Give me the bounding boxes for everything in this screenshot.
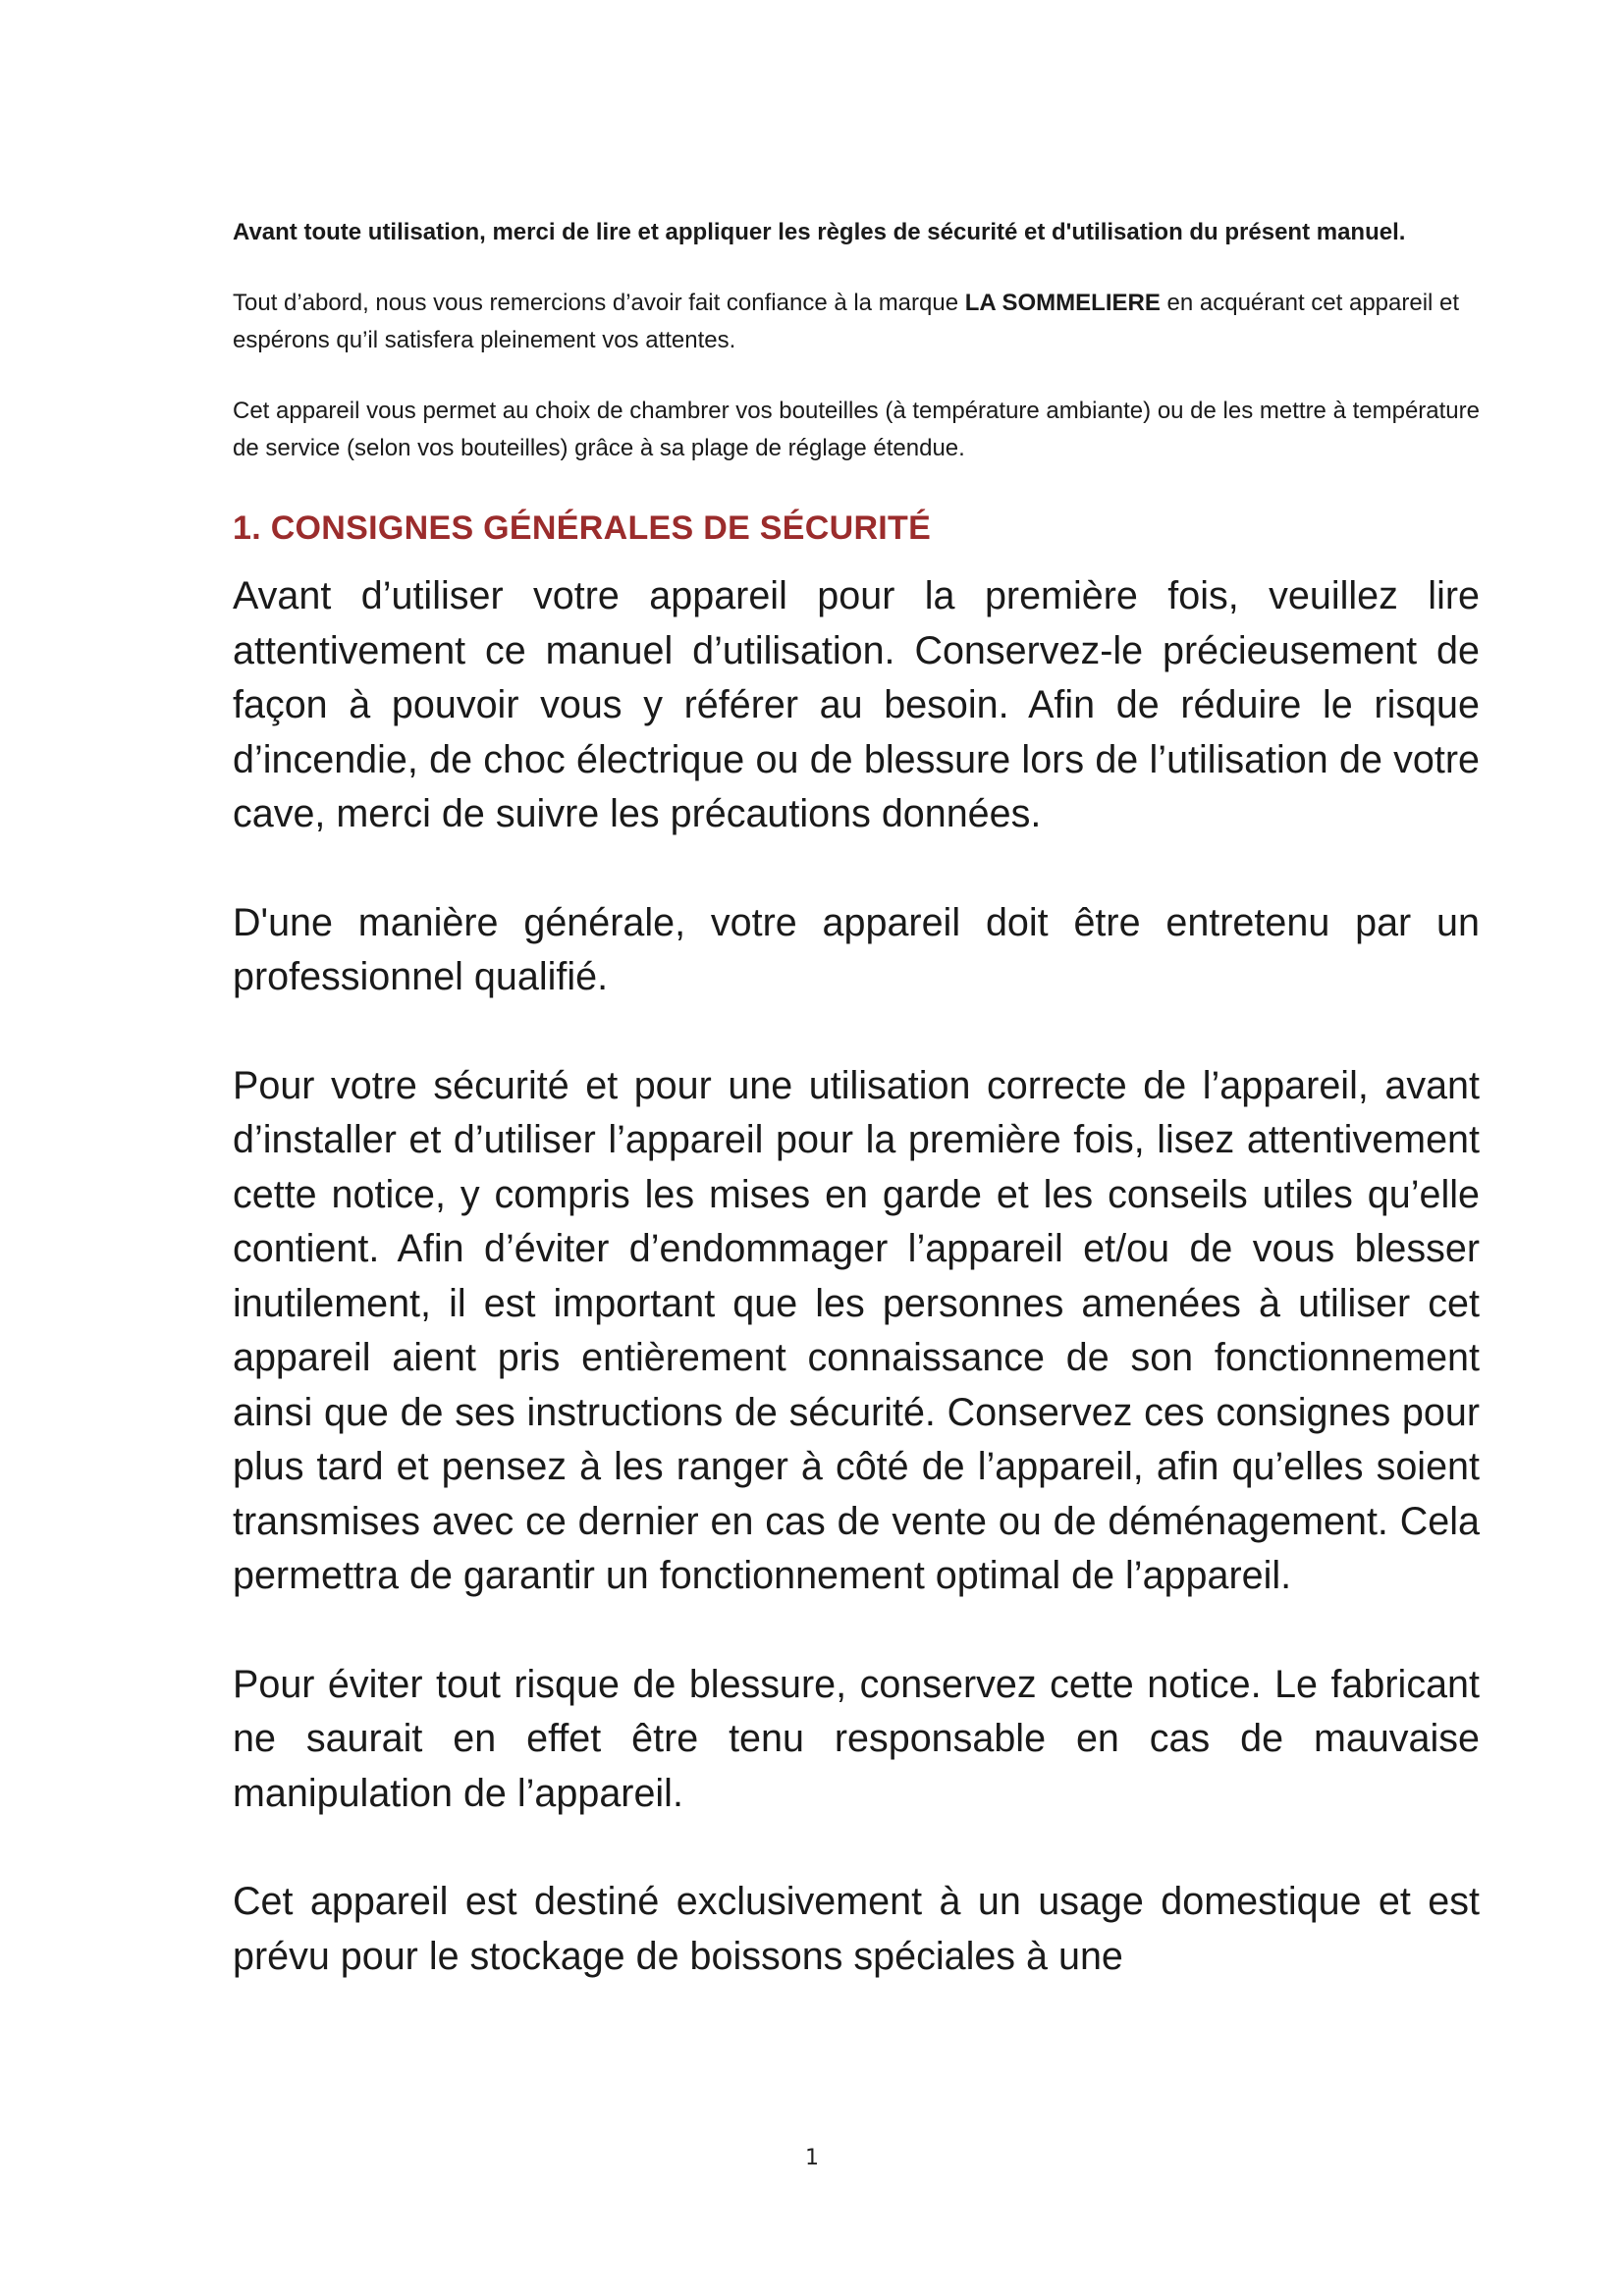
- paragraph-safety: Pour votre sécurité et pour une utilisation correcte de l’appareil, avant d’installer et d’utiliser l’appareil pour la première fois, lisez attentivement cette notice, y compris les mises en garde et les conseils utiles qu’elle contient. Afin d’éviter d’endommager l’appareil et/ou de vous blesser inutilement, il est important que les personnes amenées à utiliser cet appareil aient pris entièrement connaissance de son fonctionnement ainsi que de ses instructions de sécurité. Conservez ces consignes pour plus tard et pensez à les ranger à côté de l’appareil, afin qu’elles soient transmises avec ce dernier en cas de vente ou de déménagement. Cela permettra de garantir un fonctionnement optimal de l’appareil.: [233, 1063, 1480, 1597]
- intro-usage: Cet appareil vous permet au choix de chambrer vos bouteilles (à température ambiante) ou de les mettre à température de service (selon vos bouteilles) grâce à sa plage de réglage étendue.: [233, 398, 1480, 461]
- intro-thanks-after: en acquérant cet appareil et espérons qu’il satisfera pleinement vos attentes.: [233, 290, 1460, 353]
- brand-name: LA SOMMELIERE: [964, 290, 1161, 316]
- paragraph-injury: Pour éviter tout risque de blessure, conservez cette notice. Le fabricant ne saurait en effet être tenu responsable en cas de mauvaise manipulation de l’appareil.: [233, 1662, 1480, 1815]
- section-title: 1. CONSIGNES GÉNÉRALES DE SÉCURITÉ: [233, 509, 932, 547]
- intro-thanks-before: Tout d’abord, nous vous remercions d’avoir fait confiance à la marque: [233, 290, 965, 316]
- paragraph-first-use: Avant d’utiliser votre appareil pour la première fois, veuillez lire attentivement ce manuel d’utilisation. Conservez-le précieusement de façon à pouvoir vous y référer au besoin. Afin de réduire le risque d’incendie, de choc électrique ou de blessure lors de l’utilisation de votre cave, merci de suivre les précautions données.: [233, 574, 1480, 835]
- page-number: 1: [805, 2146, 819, 2170]
- paragraph-domestic-use: Cet appareil est destiné exclusivement à un usage domestique et est prévu pour le stockage de boissons spéciales à une: [233, 1880, 1480, 1978]
- intro-thanks: [233, 285, 1480, 359]
- paragraph-maintenance: D'une manière générale, votre appareil doit être entretenu par un professionnel qualifié.: [233, 900, 1480, 998]
- intro-warning: Avant toute utilisation, merci de lire et appliquer les règles de sécurité et d'utilisation du présent manuel.: [233, 219, 1406, 245]
- page-content: [233, 214, 1480, 2038]
